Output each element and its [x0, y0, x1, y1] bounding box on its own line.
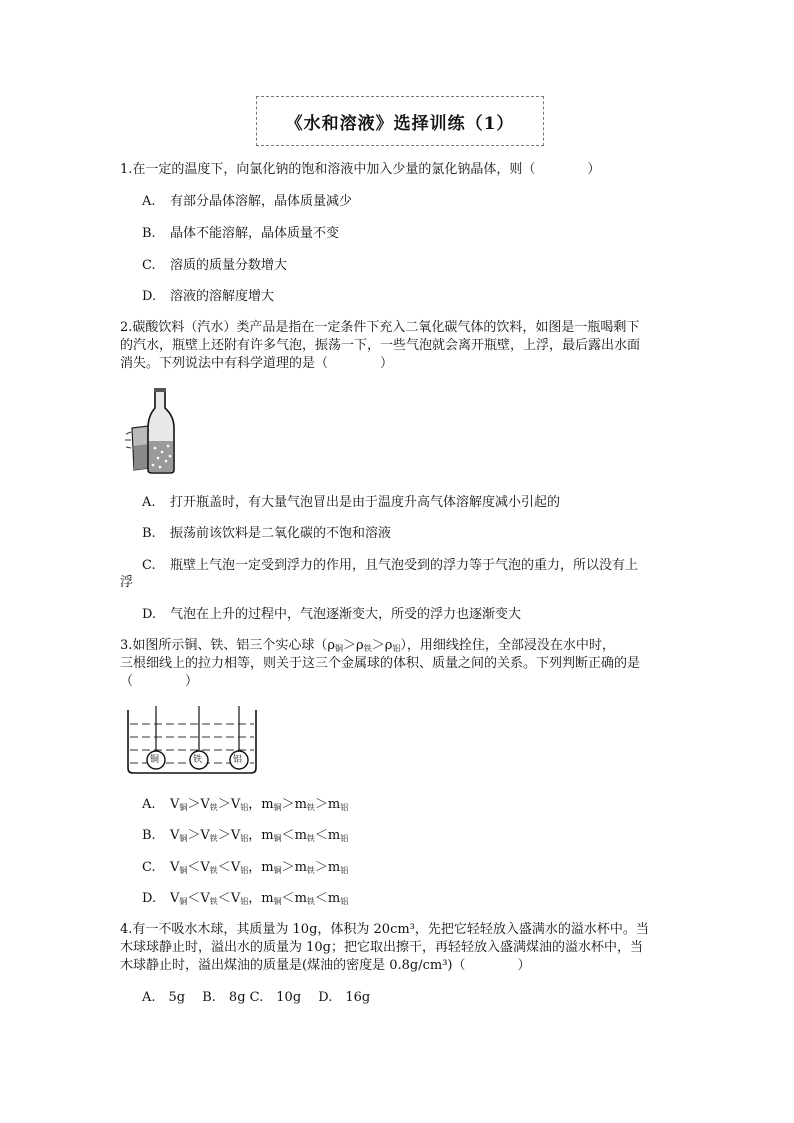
option-letter: C. [142, 860, 156, 875]
q1-option-b[interactable] [142, 226, 339, 242]
q4-stem-line-3: 木球静止时，溢出煤油的质量是(煤油的密度是 0.8g/cm³)（ ） [120, 958, 531, 973]
q3-option-a[interactable] [142, 797, 348, 816]
var: m [294, 860, 307, 875]
relation: ＞ [281, 860, 295, 875]
option-text: 气泡在上升的过程中，气泡逐渐变大，所受的浮力也逐渐变大 [170, 607, 522, 622]
q3-stem-line-1 [120, 638, 615, 657]
subscript: 铝 [240, 897, 249, 906]
option-text: 晶体不能溶解，晶体质量不变 [170, 226, 340, 241]
q3-option-b[interactable] [142, 828, 348, 847]
q4-options[interactable]: A. 5g B. 8g C. 10g D. 16g [142, 990, 371, 1005]
relation: ＜ [187, 891, 201, 906]
subscript: 铝 [240, 803, 249, 812]
option-text: 溶液的溶解度增大 [170, 289, 275, 304]
q2-stem-line-3: 消失。下列说法中有科学道理的是（ ） [120, 356, 394, 371]
soda-bottle-figure [122, 386, 184, 474]
var: m [294, 828, 307, 843]
option-letter: B. [142, 226, 156, 241]
option-text: 振荡前该饮料是二氧化碳的不饱和溶液 [170, 526, 392, 541]
var: m [327, 828, 341, 843]
subscript: 铁 [306, 834, 315, 843]
var: V [200, 860, 210, 875]
relation: ＞ [187, 797, 201, 812]
option-letter: A. [142, 194, 156, 209]
comma: ， [248, 891, 262, 906]
var: m [327, 797, 341, 812]
option-letter: C. [142, 558, 156, 573]
relation: ＞ [314, 860, 328, 875]
var: V [200, 891, 210, 906]
subscript: 铁 [209, 803, 218, 812]
var: m [294, 891, 307, 906]
subscript: 铝 [392, 644, 401, 653]
subscript: 铜 [179, 866, 188, 875]
var: m [261, 828, 274, 843]
var: m [327, 860, 341, 875]
option-letter: A. [142, 797, 156, 812]
option-letter: B. [142, 828, 156, 843]
q3-stem-text: ），用细线拴住，全部浸没在水中时， [400, 638, 615, 653]
subscript: 铜 [273, 866, 282, 875]
comma: ， [248, 828, 262, 843]
q1-option-d[interactable] [142, 289, 274, 305]
var: V [170, 828, 180, 843]
var: m [261, 860, 274, 875]
subscript: 铁 [209, 897, 218, 906]
relation: ＞ [217, 828, 231, 843]
var: V [230, 891, 241, 906]
q4-stem-line-1: 4.有一不吸水木球，其质量为 10g，体积为 20cm³，先把它轻轻放入盛满水的溢水杯中。当 [120, 922, 649, 937]
subscript: 铝 [240, 866, 249, 875]
q3-option-c[interactable] [142, 860, 348, 879]
relation: ＜ [281, 828, 295, 843]
q2-option-b[interactable] [142, 526, 391, 542]
page-title: 《水和溶液》选择训练（1） [256, 96, 544, 146]
subscript: 铜 [179, 897, 188, 906]
var: V [200, 797, 210, 812]
comma: ， [248, 860, 262, 875]
q4-stem-line-2: 木球球静止时，溢出水的质量为 10g；把它取出擦干，再轻轻放入盛满煤油的溢水杯中，当 [120, 940, 643, 955]
relation: ＜ [281, 891, 295, 906]
q2-stem-line-2: 的汽水，瓶壁上还附有许多气泡，振荡一下，一些气泡就会离开瓶壁，上浮，最后露出水面 [120, 338, 641, 353]
q3-stem-line-2: 三根细线上的拉力相等，则关于这三个金属球的体积、质量之间的关系。下列判断正确的是 [120, 656, 641, 671]
q1-option-c[interactable] [142, 258, 287, 274]
var: m [327, 891, 341, 906]
option-text: 有部分晶体溶解，晶体质量减少 [170, 194, 353, 209]
subscript: 铜 [273, 803, 282, 812]
subscript: 铁 [306, 866, 315, 875]
subscript: 铁 [306, 897, 315, 906]
relation: ＜ [217, 891, 231, 906]
var: V [200, 828, 210, 843]
subscript: 铝 [340, 803, 349, 812]
option-letter: D. [142, 607, 157, 622]
subscript: 铁 [209, 834, 218, 843]
relation: ＜ [187, 860, 201, 875]
option-text: 瓶壁上气泡一定受到浮力的作用，且气泡受到的浮力等于气泡的重力，所以没有上 [170, 558, 639, 573]
var: V [170, 797, 180, 812]
ball-label-iron: 铁 [193, 755, 203, 765]
subscript: 铜 [273, 897, 282, 906]
option-letter: C. [142, 258, 156, 273]
subscript: 铝 [340, 866, 349, 875]
option-text: 打开瓶盖时，有大量气泡冒出是由于温度升高气体溶解度减小引起的 [170, 495, 561, 510]
relation: ＞ [281, 797, 295, 812]
option-letter: A. [142, 495, 156, 510]
q3-stem-text: ＞ρ [343, 638, 364, 653]
subscript: 铜 [179, 834, 188, 843]
var: V [230, 828, 241, 843]
relation: ＞ [314, 797, 328, 812]
option-text: 溶质的质量分数增大 [170, 258, 288, 273]
water-tank-figure [124, 706, 260, 776]
option-text: 浮 [120, 575, 134, 590]
q2-stem-line-1: 2.碳酸饮料（汽水）类产品是指在一定条件下充入二氧化碳气体的饮料，如图是一瓶喝剩下 [120, 320, 640, 335]
q1-option-a[interactable] [142, 194, 352, 210]
comma: ， [248, 797, 262, 812]
var: m [261, 891, 274, 906]
subscript: 铝 [340, 834, 349, 843]
q2-option-c-wrap [120, 575, 133, 591]
relation: ＞ [187, 828, 201, 843]
q3-stem-text: 3.如图所示铜、铁、铝三个实心球（ρ [120, 638, 336, 653]
q3-stem-line-3: （ ） [120, 674, 199, 689]
subscript: 铝 [240, 834, 249, 843]
q2-option-c[interactable] [142, 558, 638, 574]
q2-option-d[interactable] [142, 607, 521, 623]
subscript: 铁 [209, 866, 218, 875]
var: V [230, 860, 241, 875]
relation: ＜ [314, 828, 328, 843]
var: V [230, 797, 241, 812]
q3-option-d[interactable] [142, 891, 348, 910]
relation: ＜ [314, 891, 328, 906]
q3-stem-text: ＞ρ [371, 638, 393, 653]
q2-option-a[interactable] [142, 495, 560, 511]
subscript: 铁 [306, 803, 315, 812]
var: m [294, 797, 307, 812]
subscript: 铜 [335, 644, 344, 653]
ball-label-copper: 铜 [150, 755, 160, 765]
relation: ＞ [217, 797, 231, 812]
var: m [261, 797, 274, 812]
var: V [170, 891, 180, 906]
subscript: 铝 [340, 897, 349, 906]
subscript: 铜 [179, 803, 188, 812]
q1-stem: 1.在一定的温度下，向氯化钠的饱和溶液中加入少量的氯化钠晶体，则（ ） [120, 162, 601, 177]
option-letter: D. [142, 891, 157, 906]
option-letter: D. [142, 289, 157, 304]
var: V [170, 860, 180, 875]
ball-label-aluminum: 铝 [233, 755, 243, 765]
relation: ＜ [217, 860, 231, 875]
subscript: 铜 [273, 834, 282, 843]
subscript: 铁 [363, 644, 372, 653]
option-letter: B. [142, 526, 156, 541]
